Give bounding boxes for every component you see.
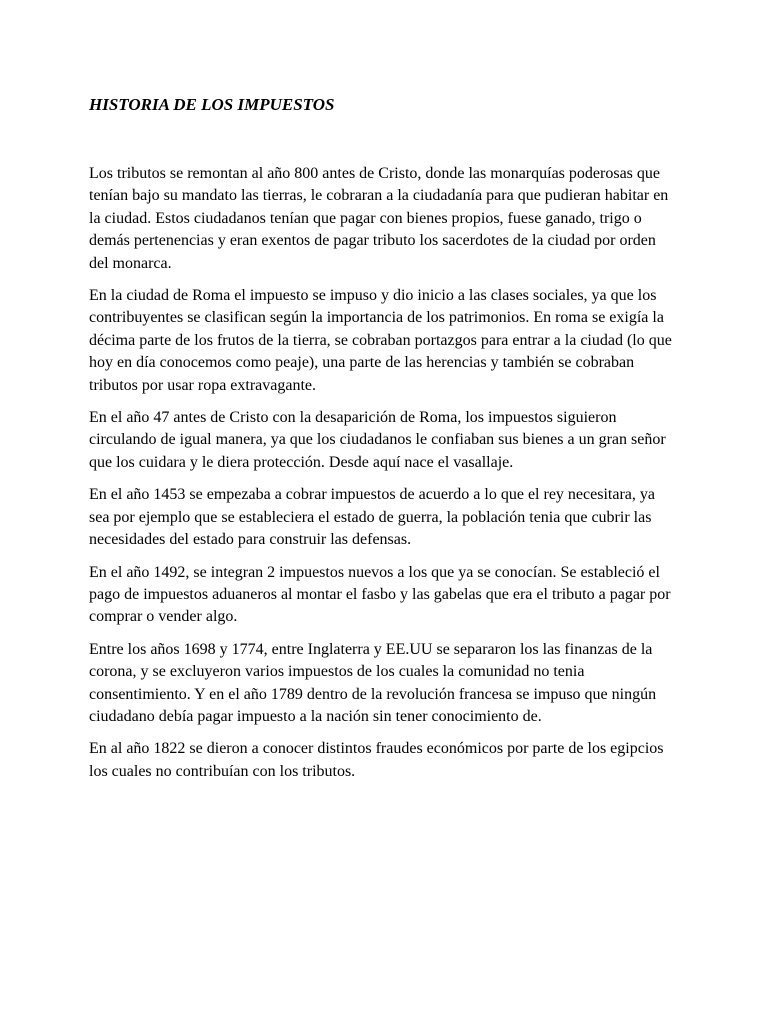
paragraph-7: En al año 1822 se dieron a conocer distintos fraudes económicos por parte de los egipcios los cuales no contribuían con los tributos.: [89, 740, 664, 780]
paragraph-2: En la ciudad de Roma el impuesto se impuso y dio inicio a las clases sociales, ya que los contribuyentes se clasifican según la importancia de los patrimonios. En roma se exigía la décima parte de los frutos de la tierra, se cobraban portazgos para entrar a la ciudad (lo que hoy en día conocemos como peaje), una parte de las herencias y también se cobraban tributos por usar ropa extravagante.: [89, 287, 672, 394]
document-page: [89, 93, 679, 793]
paragraph-6: Entre los años 1698 y 1774, entre Inglaterra y EE.UU se separaron los las finanzas de la corona, y se excluyeron varios impuestos de los cuales la comunidad no tenia consentimiento. Y en el año 1789 dentro de la revolución francesa se impuso que ningún ciudadano debía pagar impuesto a la nación sin tener conocimiento de.: [89, 640, 657, 725]
paragraph-4: En el año 1453 se empezaba a cobrar impuestos de acuerdo a lo que el rey necesitara, ya sea por ejemplo que se estableciera el estado de guerra, la población tenia que cubrir las necesidades del estado para construir las defensas.: [89, 486, 655, 549]
document-title: HISTORIA DE LOS IMPUESTOS: [89, 95, 335, 114]
paragraph-1: Los tributos se remontan al año 800 antes de Cristo, donde las monarquías poderosas que tenían bajo su mandato las tierras, le cobraran a la ciudadanía para que pudieran habitar en la ciudad. Estos ciudadanos tenían que pagar con bienes propios, fuese ganado, trigo o demás pertenencias y eran exentos de pagar tributo los sacerdotes de la ciudad por orden del monarca.: [89, 165, 669, 272]
document-body: [89, 163, 679, 783]
paragraph-3: En el año 47 antes de Cristo con la desaparición de Roma, los impuestos siguieron circulando de igual manera, ya que los ciudadanos le confiaban sus bienes a un gran señor que los cuidara y le diera protección. Desde aquí nace el vasallaje.: [89, 409, 666, 471]
paragraph-5: En el año 1492, se integran 2 impuestos nuevos a los que ya se conocían. Se estableció el pago de impuestos aduaneros al montar el fasbo y las gabelas que era el tributo a pagar por comprar o vender algo.: [89, 563, 671, 626]
